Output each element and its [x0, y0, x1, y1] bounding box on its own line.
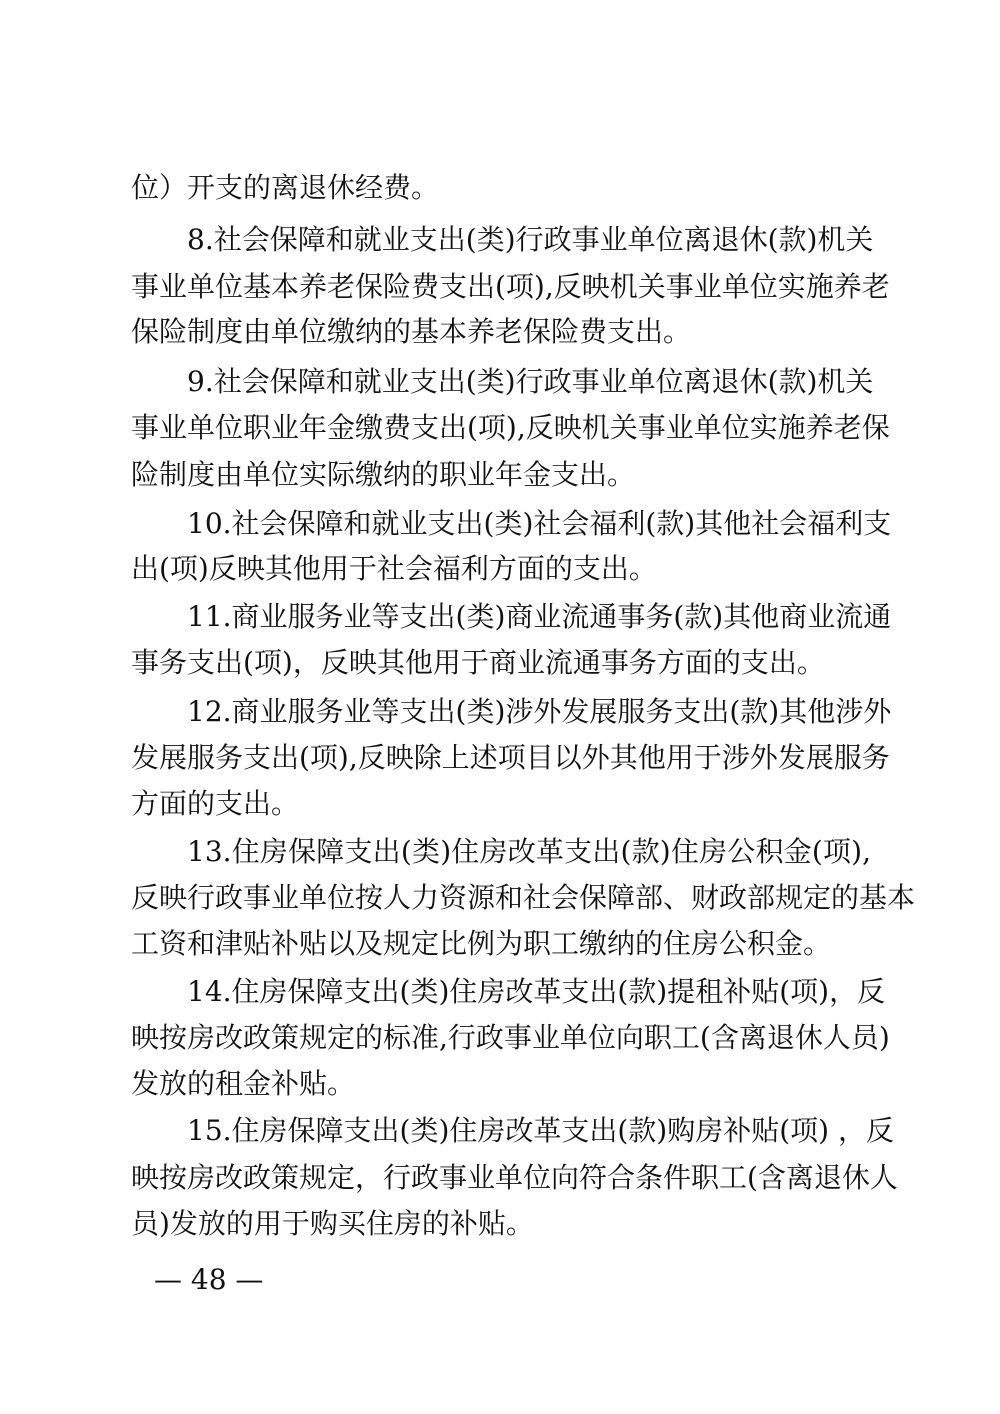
text-line: 险制度由单位实际缴纳的职业年金支出。 — [131, 458, 636, 491]
text-line: 方面的支出。 — [131, 787, 300, 820]
text-line: 反映行政事业单位按人力资源和社会保障部、财政部规定的基本 — [131, 881, 916, 914]
text-line: 15.住房保障支出(类)住房改革支出(款)购房补贴(项) ，反 — [187, 1114, 894, 1147]
text-line: 工资和津贴补贴以及规定比例为职工缴纳的住房公积金。 — [131, 927, 832, 960]
text-line: 事业单位基本养老保险费支出(项),反映机关事业单位实施养老 — [131, 270, 890, 303]
text-line: 事业单位职业年金缴费支出(项),反映机关事业单位实施养老保 — [131, 411, 890, 444]
text-line: 11.商业服务业等支出(类)商业流通事务(款)其他商业流通 — [187, 600, 892, 633]
text-line: 发放的租金补贴。 — [131, 1067, 356, 1100]
text-line: 事务支出(项)，反映其他用于商业流通事务方面的支出。 — [131, 646, 825, 679]
text-line: 9.社会保障和就业支出(类)行政事业单位离退休(款)机关 — [187, 365, 874, 398]
page-number: — 48 — — [154, 1263, 264, 1296]
text-line: 14.住房保障支出(类)住房改革支出(款)提租补贴(项)，反 — [187, 975, 886, 1008]
text-line: 保险制度由单位缴纳的基本养老保险费支出。 — [131, 315, 692, 348]
text-line: 映按房改政策规定的标准,行政事业单位向职工(含离退休人员) — [131, 1021, 890, 1054]
text-line: 10.社会保障和就业支出(类)社会福利(款)其他社会福利支 — [187, 507, 892, 540]
text-line: 12.商业服务业等支出(类)涉外发展服务支出(款)其他涉外 — [187, 695, 892, 728]
text-line: 发展服务支出(项),反映除上述项目以外其他用于涉外发展服务 — [131, 741, 890, 774]
text-line: 映按房改政策规定，行政事业单位向符合条件职工(含离退休人 — [131, 1161, 898, 1194]
text-line: 8.社会保障和就业支出(类)行政事业单位离退休(款)机关 — [187, 223, 874, 256]
text-line: 13.住房保障支出(类)住房改革支出(款)住房公积金(项), — [187, 835, 871, 868]
text-line: 位）开支的离退休经费。 — [131, 171, 440, 204]
text-line: 出(项)反映其他用于社会福利方面的支出。 — [131, 552, 657, 585]
text-line: 员)发放的用于购买住房的补贴。 — [131, 1207, 534, 1240]
